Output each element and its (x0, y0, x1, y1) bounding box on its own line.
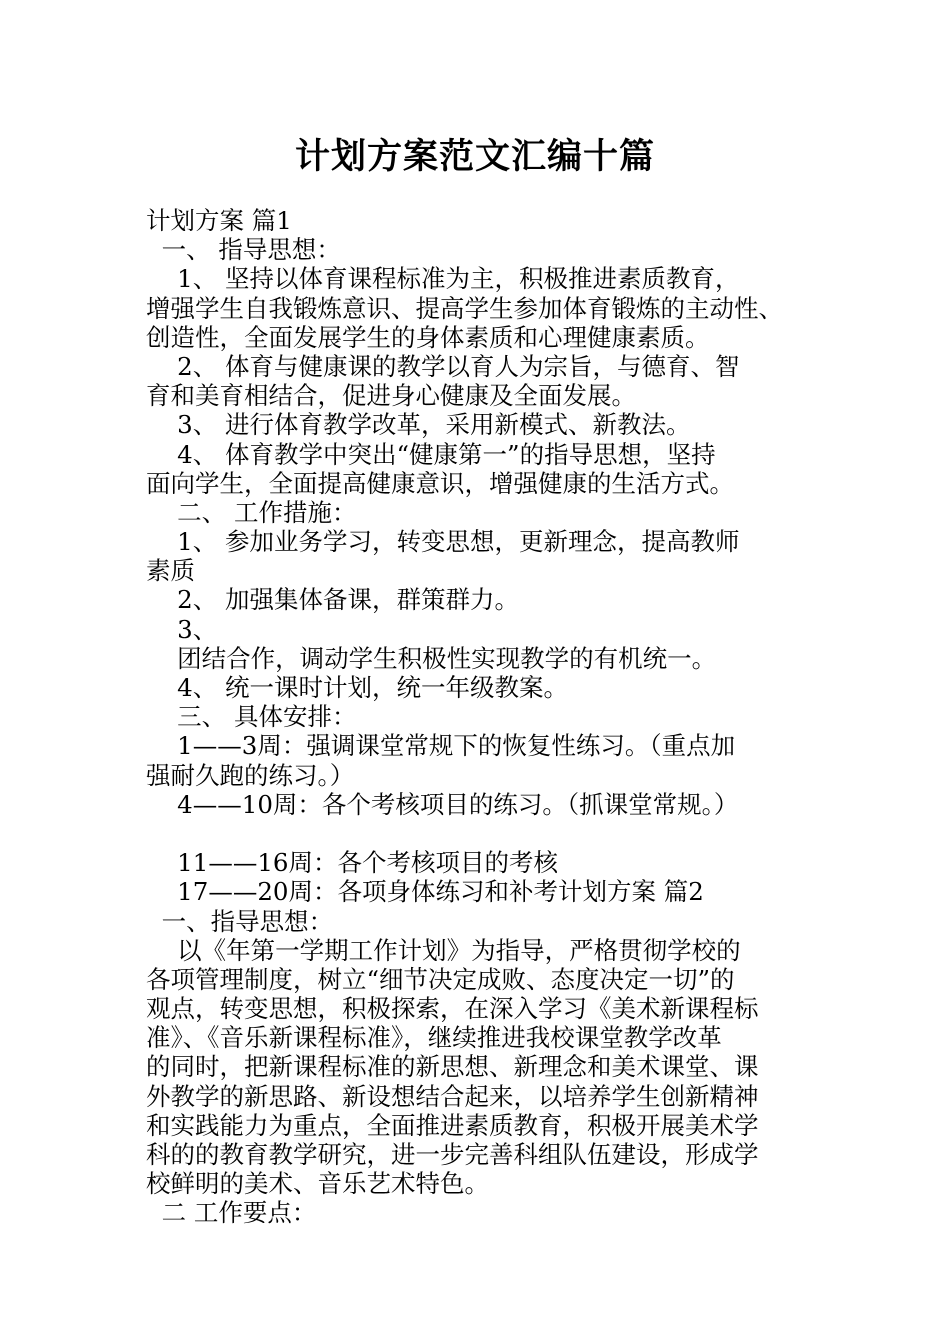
body-line: 4、 体育教学中突出“健康第一”的指导思想，坚持 (146, 439, 716, 469)
body-line: 一、 指导思想： (146, 235, 341, 265)
body-line: 校鲜明的美术、音乐艺术特色。 (146, 1169, 489, 1199)
body-line: 1、 参加业务学习，转变思想，更新理念，提高教师 (146, 527, 740, 557)
body-line: 育和美育相结合，促进身心健康及全面发展。 (146, 381, 636, 411)
body-line: 4、 统一课时计划，统一年级教案。 (146, 673, 569, 702)
body-line: 2、 加强集体备课，群策群力。 (146, 585, 520, 615)
body-line: 以《年第一学期工作计划》为指导，严格贯彻学校的 (146, 935, 741, 965)
document-body (146, 206, 806, 1228)
body-line: 1——3周：强调课堂常规下的恢复性练习。（重点加 (146, 731, 736, 761)
body-line: 三、 具体安排： (146, 702, 357, 732)
body-line: 17——20周：各项身体练习和补考计划方案 篇2 (146, 877, 704, 907)
body-line: 增强学生自我锻炼意识、提高学生参加体育锻炼的主动性、 (146, 293, 783, 323)
body-line: 素质 (146, 556, 195, 586)
body-line: 二、 工作措施： (146, 497, 357, 527)
body-line: 创造性，全面发展学生的身体素质和心理健康素质。 (146, 322, 710, 352)
body-line: 的同时，把新课程标准的新思想、新理念和美术课堂、课 (146, 1052, 759, 1082)
document-title: 计划方案范文汇编十篇 (294, 136, 655, 177)
body-line: 4——10周：各个考核项目的练习。（抓课堂常规。） (146, 789, 739, 819)
body-line: 二 工作要点： (146, 1198, 317, 1228)
body-line: 3、 (146, 614, 218, 644)
body-line: 强耐久跑的练习。） (146, 760, 355, 790)
body-line: 11——16周：各个考核项目的考核 (146, 848, 559, 878)
body-line: 面向学生，全面提高健康意识，增强健康的生活方式。 (146, 468, 734, 498)
body-line: 准》、《音乐新课程标准》，继续推进我校课堂教学改革 (146, 1023, 722, 1053)
body-line: 3、 进行体育教学改革，采用新模式、新教法。 (146, 410, 691, 440)
body-line: 观点，转变思想，积极探索，在深入学习《美术新课程标 (146, 994, 759, 1024)
body-line: 各项管理制度，树立“细节决定成败、态度决定一切”的 (146, 964, 735, 994)
body-line: 外教学的新思路、新设想结合起来，以培养学生创新精神 (146, 1081, 759, 1111)
body-line: 团结合作，调动学生积极性实现教学的有机统一。 (146, 643, 717, 673)
body-line: 计划方案 篇1 (146, 206, 292, 235)
body-line: 科的的教育教学研究，进一步完善科组队伍建设，形成学 (146, 1140, 759, 1169)
body-line: 和实践能力为重点，全面推进素质教育，积极开展美术学 (146, 1110, 759, 1140)
blank-line (146, 819, 806, 848)
body-line: 2、 体育与健康课的教学以育人为宗旨，与德育、智 (146, 351, 740, 381)
body-line: 一、指导思想： (146, 906, 334, 936)
body-line: 1、 坚持以体育课程标准为主，积极推进素质教育， (146, 264, 740, 294)
